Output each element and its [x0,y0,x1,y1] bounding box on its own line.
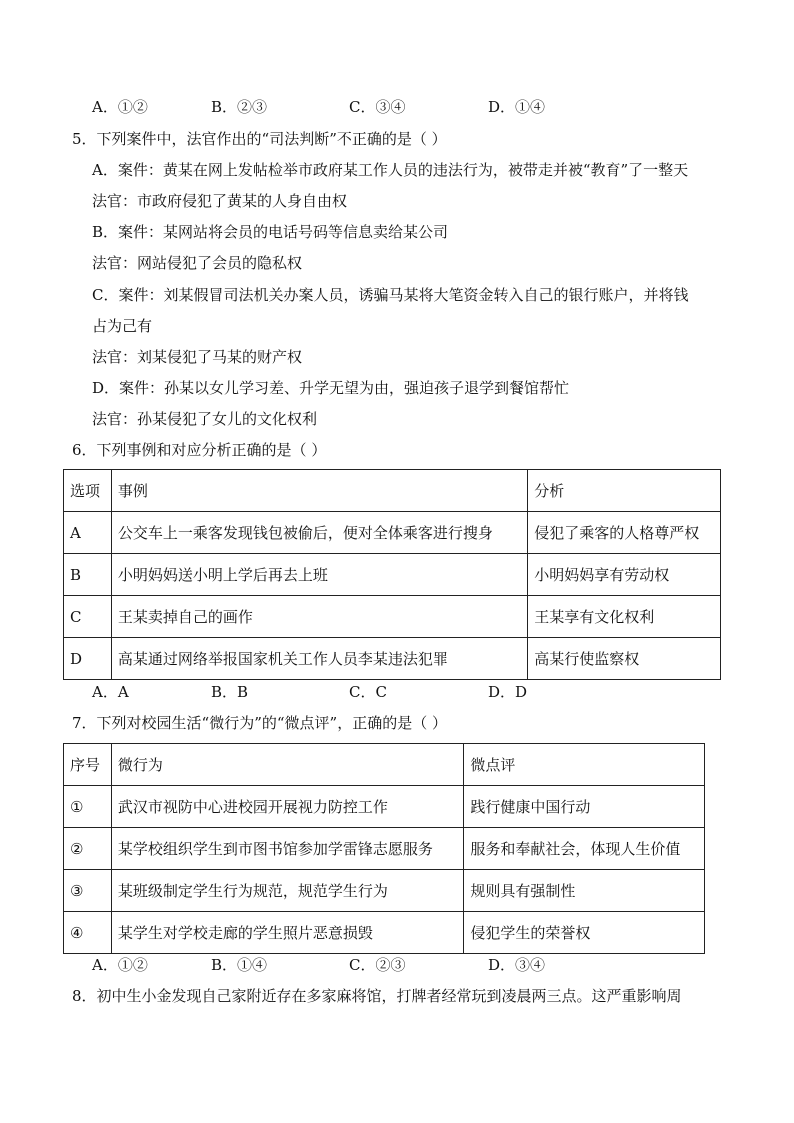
q6-stem: 6．下列事例和对应分析正确的是（ ） [72,441,327,459]
q4-option-d: D．①④ [488,98,546,116]
q5-line: 占为己有 [92,317,153,335]
table-cell: D [64,638,112,680]
q5-line: B．案件：某网站将会员的电话号码等信息卖给某公司 [92,223,449,241]
table-row [64,912,705,954]
table-cell: 高某行使监察权 [528,638,721,680]
table-header: 事例 [111,470,527,512]
q5-line: 法官：市政府侵犯了黄某的人身自由权 [92,192,348,210]
q7-stem: 7．下列对校园生活“微行为”的“微点评”，正确的是（ ） [72,714,447,732]
table-header: 分析 [528,470,721,512]
q6-option-a: A．A [92,683,129,701]
table-header: 序号 [64,744,112,786]
q4-option-b: B．②③ [211,98,268,116]
q7-option-d: D．③④ [488,956,546,974]
table-cell: 王某卖掉自己的画作 [111,596,527,638]
q7-option-c: C．②③ [349,956,406,974]
q5-line: 法官：刘某侵犯了马某的财产权 [92,348,303,366]
q5-line: 法官：网站侵犯了会员的隐私权 [92,254,303,272]
q4-option-c: C．③④ [349,98,406,116]
table-cell: ② [64,828,112,870]
table-cell: 某学生对学校走廊的学生照片恶意损毁 [111,912,463,954]
q5-line: A．案件：黄某在网上发帖检举市政府某工作人员的违法行为，被带走并被“教育”了一整天 [92,161,689,179]
table-cell: ③ [64,870,112,912]
table-cell: 小明妈妈享有劳动权 [528,554,721,596]
q6-option-d: D．D [488,683,528,701]
q5-line: D．案件：孙某以女儿学习差、升学无望为由，强迫孩子退学到餐馆帮忙 [92,379,570,397]
table-row [64,596,721,638]
table-row [64,870,705,912]
table-row [64,554,721,596]
table-cell: 王某享有文化权利 [528,596,721,638]
table-cell: 某班级制定学生行为规范，规范学生行为 [111,870,463,912]
table-row [64,786,705,828]
q5-line: C．案件：刘某假冒司法机关办案人员，诱骗马某将大笔资金转入自己的银行账户，并将钱 [92,286,689,304]
table-cell: ④ [64,912,112,954]
table-cell: C [64,596,112,638]
q8-stem: 8．初中生小金发现自己家附近存在多家麻将馆，打牌者经常玩到凌晨两三点。这严重影响周 [72,987,682,1005]
q6-option-c: C．C [349,683,387,701]
q4-option-a: A．①② [92,98,148,116]
q6-table [63,469,721,680]
q5-line: 法官：孙某侵犯了女儿的文化权利 [92,410,318,428]
q6-option-b: B．B [211,683,249,701]
q7-option-a: A．①② [92,956,148,974]
table-cell: 践行健康中国行动 [464,786,705,828]
table-cell: 小明妈妈送小明上学后再去上班 [111,554,527,596]
table-row [64,470,721,512]
q7-option-b: B．①④ [211,956,268,974]
table-row [64,638,721,680]
q5-stem: 5．下列案件中，法官作出的“司法判断”不正确的是（ ） [72,130,447,148]
table-header: 微行为 [111,744,463,786]
table-row [64,512,721,554]
table-cell: 服务和奉献社会，体现人生价值 [464,828,705,870]
table-cell: 侵犯了乘客的人格尊严权 [528,512,721,554]
table-cell: 武汉市视防中心进校园开展视力防控工作 [111,786,463,828]
table-cell: A [64,512,112,554]
table-cell: 公交车上一乘客发现钱包被偷后，便对全体乘客进行搜身 [111,512,527,554]
table-row [64,744,705,786]
table-header: 微点评 [464,744,705,786]
table-header: 选项 [64,470,112,512]
table-cell: B [64,554,112,596]
table-cell: 侵犯学生的荣誉权 [464,912,705,954]
table-cell: ① [64,786,112,828]
table-row [64,828,705,870]
table-cell: 规则具有强制性 [464,870,705,912]
table-cell: 某学校组织学生到市图书馆参加学雷锋志愿服务 [111,828,463,870]
table-cell: 高某通过网络举报国家机关工作人员李某违法犯罪 [111,638,527,680]
q7-table [63,743,705,954]
